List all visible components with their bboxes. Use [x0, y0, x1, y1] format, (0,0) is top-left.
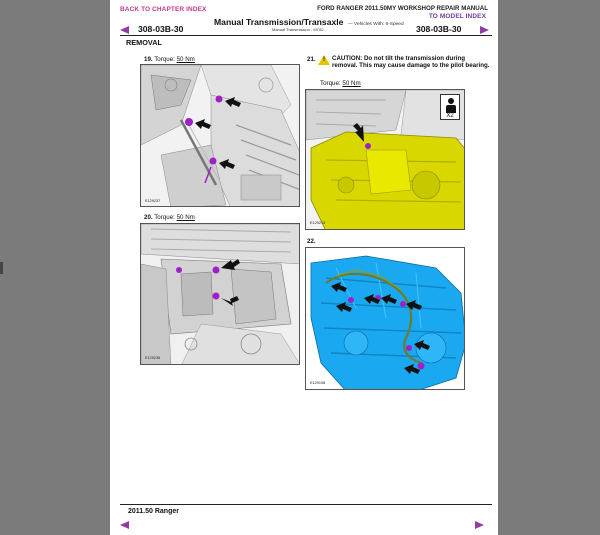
- transmission-underside-illustration: [141, 224, 300, 365]
- figure-code: E129198: [310, 381, 326, 385]
- triangle-right-icon[interactable]: [480, 26, 489, 34]
- figure-code: E129236: [145, 356, 161, 360]
- step-20-torque: [144, 214, 195, 221]
- step-21-torque: [320, 80, 361, 87]
- figure-step-22: [305, 247, 465, 390]
- figure-code: E129213: [310, 221, 326, 225]
- lift-badge: X2: [446, 113, 454, 119]
- figure-step-19: [140, 64, 300, 207]
- step-22-number: [307, 238, 316, 245]
- to-model-index-link[interactable]: TO MODEL INDEX: [428, 13, 486, 20]
- manual-title: FORD RANGER 2011.50MY WORKSHOP REPAIR MANUAL: [317, 5, 488, 12]
- warning-triangle-icon: !: [318, 55, 330, 65]
- side-tab: [0, 262, 3, 274]
- figure-code: E129237: [145, 199, 161, 203]
- torque-value: 50 Nm: [176, 56, 195, 63]
- page-code-right: 308-03B-30: [416, 24, 462, 34]
- triangle-left-icon[interactable]: [120, 26, 129, 34]
- figure-step-21: [305, 89, 465, 230]
- person-lift-icon: [440, 94, 460, 120]
- torque-label: Torque:: [154, 56, 175, 63]
- torque-label: Torque:: [154, 214, 175, 221]
- section-title: Manual Transmission/Transaxle: [214, 17, 344, 27]
- transmission-wiring-illustration: [306, 248, 465, 390]
- removal-heading: REMOVAL: [126, 38, 162, 47]
- section-subtitle: — Vehicles With: 6-Speed: [347, 22, 404, 27]
- step-number: 22.: [307, 238, 316, 245]
- figure-step-20: [140, 223, 300, 365]
- step-number: 19.: [144, 56, 153, 63]
- triangle-right-icon[interactable]: [475, 521, 484, 529]
- step-number: 20.: [144, 214, 153, 221]
- torque-value: 50 Nm: [342, 80, 361, 87]
- step-number: 21.: [307, 56, 316, 63]
- triangle-left-icon[interactable]: [120, 521, 129, 529]
- torque-value: 50 Nm: [176, 214, 195, 221]
- footer-model: 2011.50 Ranger: [128, 508, 179, 515]
- caution-text: CAUTION: Do not tilt the transmission during removal. This may cause damage to the pilot bearing.: [332, 55, 490, 70]
- page-code-left: 308-03B-30: [138, 24, 184, 34]
- center-subtitle: Manual Transmission - MT82: [272, 27, 324, 32]
- footer-rule: [120, 504, 492, 505]
- back-to-chapter-index-link[interactable]: BACK TO CHAPTER INDEX: [120, 6, 207, 13]
- engine-bay-illustration: [141, 65, 300, 207]
- header-rule: [120, 35, 492, 36]
- torque-label: Torque:: [320, 80, 341, 87]
- step-21-number: [307, 56, 316, 63]
- manual-page: [110, 0, 498, 535]
- step-19-torque: [144, 56, 195, 63]
